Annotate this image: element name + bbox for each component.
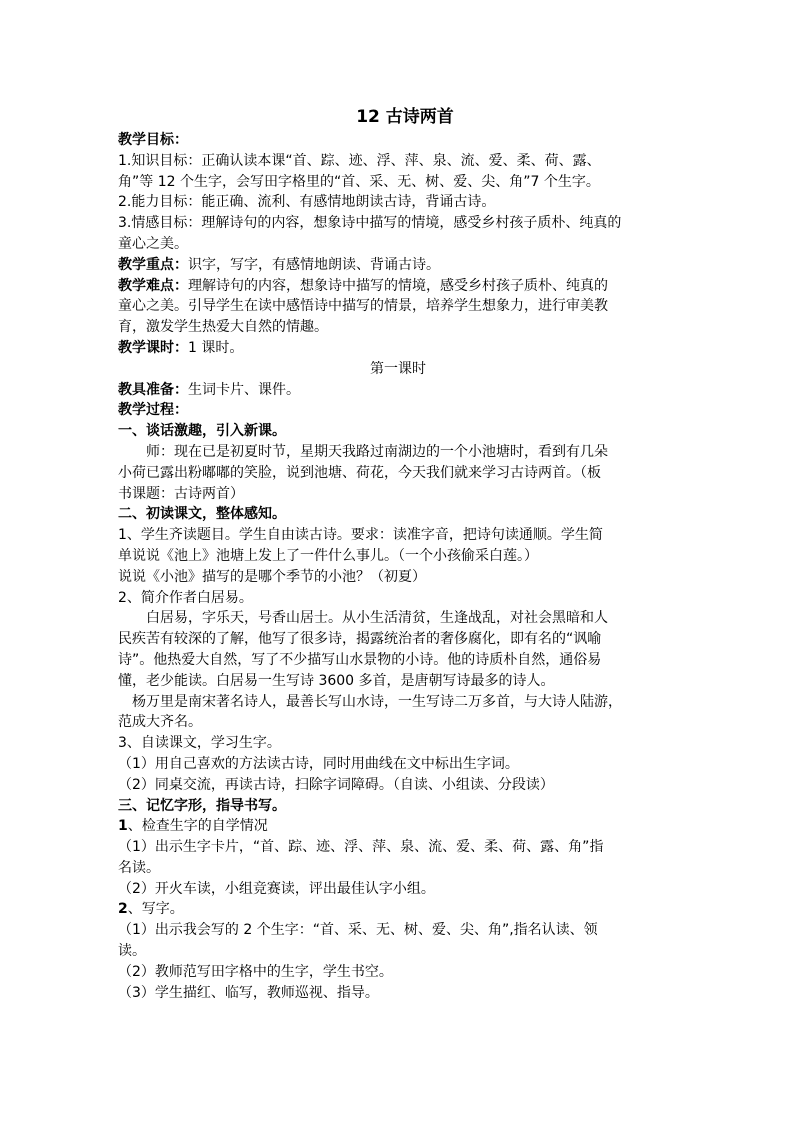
bai-juyi-line1: 白居易，字乐天，号香山居士。从小生活清贫，生逢战乱，对社会黑暗和人 [146,610,608,627]
part3-heading: 三、记忆字形，指导书写。 [118,797,286,814]
goal-emotion-line2: 童心之美。 [118,235,188,252]
goal-knowledge-line2: 角”等 12 个生字，会写田字格里的“首、采、无、树、爱、尖、角”7 个生字。 [118,173,600,190]
part2-step3-item1: （1）用自己喜欢的方法读古诗，同时用曲线在文中标出生字词。 [118,755,519,772]
difficulty-label: 教学难点： [118,277,188,294]
teaching-tools-label: 教具准备： [118,381,188,398]
process-heading: 教学过程： [118,402,188,419]
part2-heading: 二、初读课文，整体感知。 [118,506,286,523]
key-points-text: 识字，写字，有感情地朗读、背诵古诗。 [188,256,440,273]
part3-step1-text: 、检查生字的自学情况 [127,818,268,835]
part3-step1-item2: （2）开火车读，小组竞赛读，评出最佳认字小组。 [118,880,435,897]
part3-step2-text: 、写字。 [127,901,184,918]
bai-juyi-line4: 懂，老少能读。白居易一生写诗 3600 多首，是唐朝写诗最多的诗人。 [118,672,555,689]
key-points-label: 教学重点： [118,256,188,273]
part3-step2-number: 2 [118,901,128,918]
goals-heading: 教学目标： [118,132,188,148]
difficulty-line1 [118,276,678,297]
teaching-tools-text: 生词卡片、课件。 [188,381,300,398]
difficulty-line3: 育，激发学生热爱大自然的情趣。 [118,319,328,336]
class-hours-text: 1 课时。 [188,339,244,356]
difficulty-text: 理解诗句的内容，想象诗中描写的情境，感受乡村孩子质朴、纯真的 [188,277,608,294]
part3-step1-item1-line2: 名读。 [118,859,160,876]
key-points [118,255,678,276]
bai-juyi-line3: 诗”。他热爱大自然，写了不少描写山水景物的小诗。他的诗质朴自然，通俗易 [118,651,602,668]
part2-step1-line1: 1、学生齐读题目。学生自由读古诗。要求：读准字音，把诗句读通顺。学生简 [118,527,603,544]
part2-step1-line2: 单说说《池上》池塘上发上了一件什么事儿。（一个小孩偷采白莲。） [118,547,538,564]
part2-step3: 3、自读课文，学习生字。 [118,735,281,752]
part1-heading: 一、谈话激趣，引入新课。 [118,423,286,440]
part3-step2-item2: （2）教师范写田字格中的生字，学生书空。 [118,963,393,980]
document-page [118,104,678,1003]
part1-line1: 师：现在已是初夏时节，星期天我路过南湖边的一个小池塘时，看到有几朵 [146,443,608,460]
part3-step1-number: 1 [118,818,128,835]
part2-step2: 2、简介作者白居易。 [118,589,253,606]
yang-wanli-line2: 范成大齐名。 [118,714,202,731]
part3-step1-item1-line1: （1）出示生字卡片，“首、踪、迹、浮、萍、泉、流、爱、柔、荷、露、角”指 [118,839,604,856]
teaching-tools [118,380,678,401]
part3-step2-item1-line2: 读。 [118,943,146,960]
part1-line3: 书课题：古诗两首） [118,485,244,502]
class-hours-label: 教学课时： [118,339,188,356]
part1-line2: 小荷已露出粉嘟嘟的笑脸，说到池塘、荷花，今天我们就来学习古诗两首。（板 [118,464,601,481]
document-title: 12 古诗两首 [356,107,454,127]
part3-step2 [118,899,678,920]
difficulty-line2: 童心之美。引导学生在读中感悟诗中描写的情景，培养学生想象力，进行审美教 [118,298,608,315]
goal-emotion-line1: 3.情感目标：理解诗句的内容，想象诗中描写的情境，感受乡村孩子质朴、纯真的 [118,215,622,232]
class-hours [118,338,678,359]
yang-wanli-line1: 杨万里是南宋著名诗人，最善长写山水诗，一生写诗二万多首，与大诗人陆游， [132,693,622,710]
goal-ability: 2.能力目标：能正确、流利、有感情地朗读古诗，背诵古诗。 [118,194,496,211]
part3-step2-item1-line1: （1）出示我会写的 2 个生字：“首、采、无、树、爱、尖、角”,指名认读、领 [118,922,598,939]
lesson-heading: 第一课时 [370,360,426,377]
bai-juyi-line2: 民疾苦有较深的了解，他写了很多诗，揭露统治者的奢侈腐化，即有名的“讽喻 [118,631,602,648]
part2-step1-line3: 说说《小池》描写的是哪个季节的小池？（初夏） [118,568,426,585]
part3-step2-item3: （3）学生描红、临写，教师巡视、指导。 [118,984,379,1001]
part3-step1 [118,816,678,837]
goal-knowledge-line1: 1.知识目标：正确认读本课“首、踪、迹、浮、萍、泉、流、爱、柔、荷、露、 [118,152,601,169]
part2-step3-item2: （2）同桌交流，再读古诗，扫除字词障碍。（自读、小组读、分段读） [118,776,554,793]
